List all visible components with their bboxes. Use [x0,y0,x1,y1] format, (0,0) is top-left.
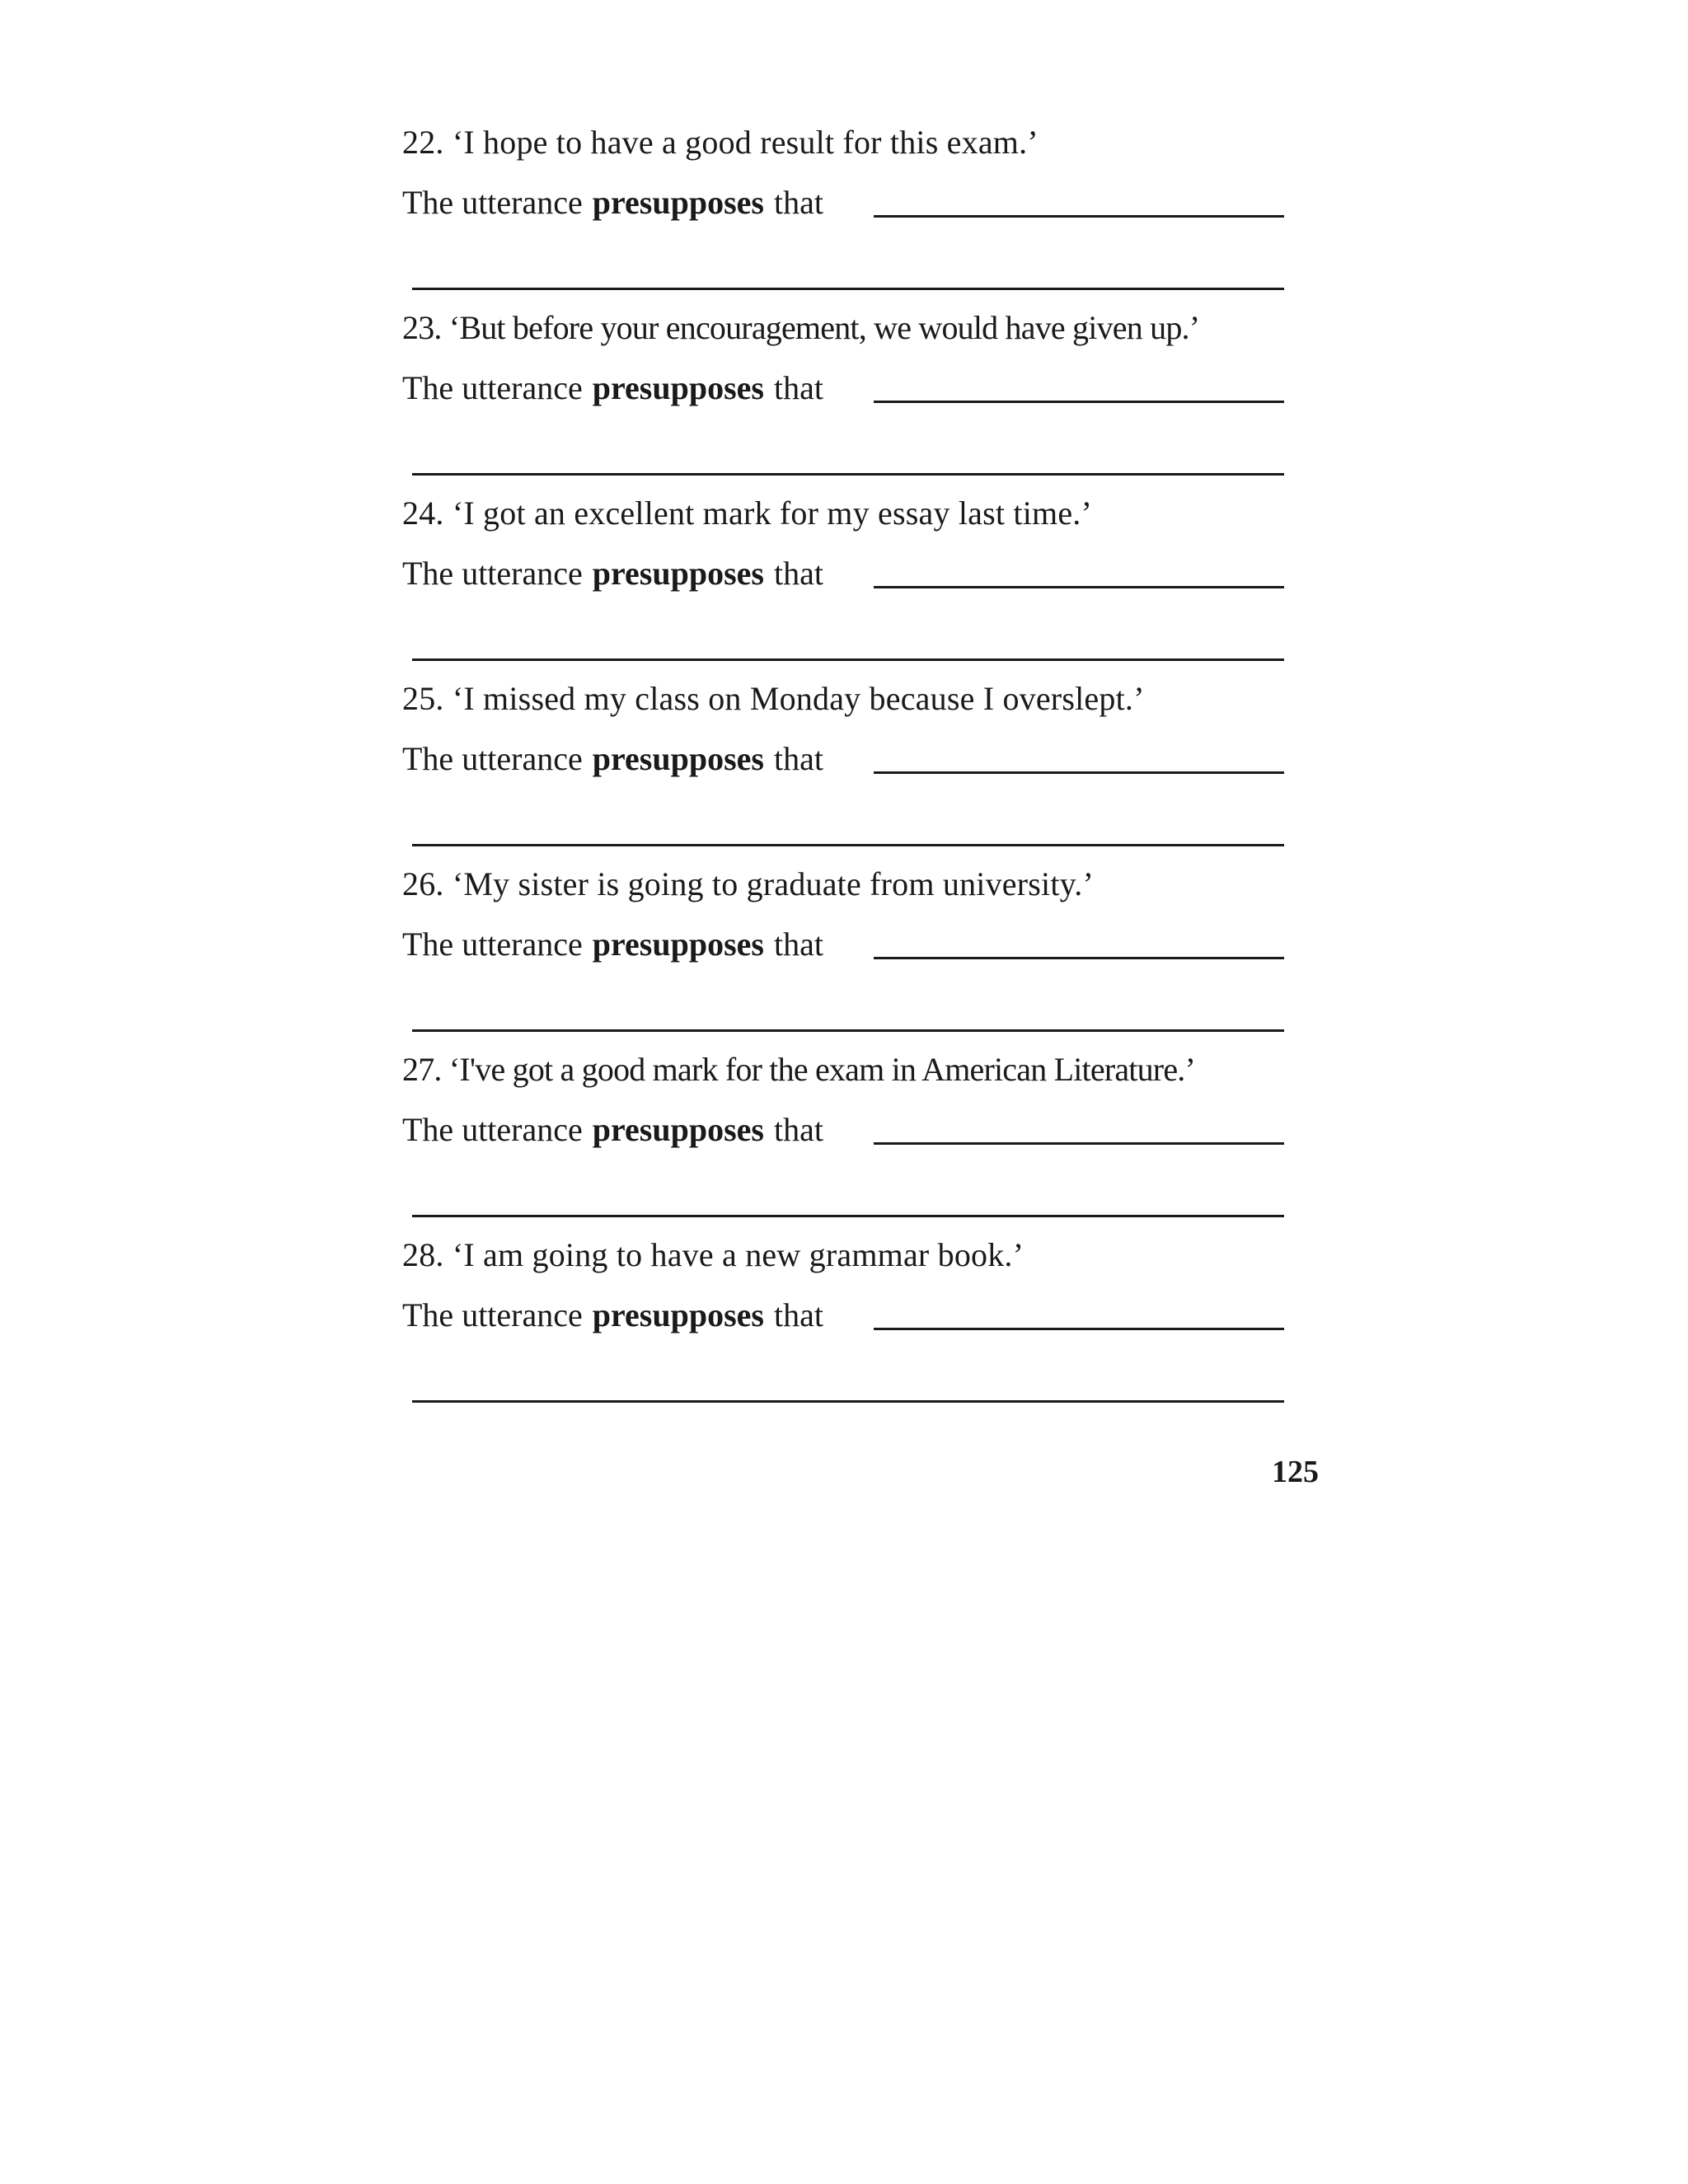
exercise-28 [402,1235,1284,1399]
exercise-27 [402,1049,1284,1214]
answer-sentence [402,368,823,409]
exercise-quote: ‘My sister is going to graduate from university.’ [452,865,1094,902]
exercise-prompt [402,864,1094,905]
answer-keyword: presupposes [592,1296,764,1333]
answer-lead: The utterance [402,1111,583,1148]
answer-keyword: presupposes [592,555,764,592]
answer-tail: that [773,369,823,406]
answer-blank-full[interactable] [412,1215,1284,1217]
exercise-24 [402,493,1284,658]
answer-tail: that [773,1296,823,1333]
exercise-quote: ‘I missed my class on Monday because I overslept.’ [452,680,1145,717]
answer-tail: that [773,184,823,221]
answer-blank-inline[interactable] [874,215,1284,218]
exercise-prompt [402,678,1145,719]
exercise-prompt [402,307,1199,349]
exercise-prompt [402,122,1039,163]
answer-sentence [402,924,823,965]
answer-sentence [402,553,823,594]
answer-blank-full[interactable] [412,288,1284,290]
answer-sentence [402,1109,823,1151]
exercise-number: 25. [402,680,444,717]
exercise-quote: ‘I hope to have a good result for this exam.’ [452,124,1039,161]
answer-keyword: presupposes [592,369,764,406]
answer-blank-full[interactable] [412,473,1284,476]
answer-tail: that [773,926,823,963]
answer-blank-inline[interactable] [874,957,1284,959]
answer-sentence [402,738,823,780]
exercise-number: 26. [402,865,444,902]
exercise-quote: ‘I am going to have a new grammar book.’ [452,1236,1025,1273]
exercise-25 [402,678,1284,843]
answer-blank-inline[interactable] [874,1142,1284,1145]
exercise-number: 23. [402,309,442,346]
answer-keyword: presupposes [592,740,764,777]
answer-lead: The utterance [402,926,583,963]
answer-keyword: presupposes [592,184,764,221]
answer-blank-inline[interactable] [874,1328,1284,1330]
exercise-number: 24. [402,494,444,532]
answer-tail: that [773,1111,823,1148]
exercise-quote: ‘But before your encouragement, we would have given up.’ [448,309,1200,346]
exercise-22 [402,122,1284,287]
answer-tail: that [773,555,823,592]
answer-keyword: presupposes [592,926,764,963]
answer-blank-full[interactable] [412,658,1284,661]
answer-lead: The utterance [402,184,583,221]
answer-blank-full[interactable] [412,1400,1284,1403]
exercise-prompt [402,1049,1195,1090]
page-number: 125 [1272,1455,1319,1489]
exercise-prompt [402,493,1092,534]
exercise-number: 27. [402,1051,442,1088]
answer-lead: The utterance [402,1296,583,1333]
exercise-26 [402,864,1284,1029]
answer-sentence [402,182,823,223]
answer-blank-inline[interactable] [874,771,1284,774]
answer-blank-inline[interactable] [874,401,1284,403]
answer-lead: The utterance [402,555,583,592]
exercise-number: 22. [402,124,444,161]
exercise-23 [402,307,1284,472]
answer-blank-full[interactable] [412,1029,1284,1032]
exercise-quote: ‘I got an excellent mark for my essay last time.’ [452,494,1093,532]
answer-blank-inline[interactable] [874,586,1284,588]
exercise-quote: ‘I've got a good mark for the exam in American Literature.’ [448,1051,1195,1088]
exercise-number: 28. [402,1236,444,1273]
answer-sentence [402,1295,823,1336]
exercise-prompt [402,1235,1024,1276]
answer-blank-full[interactable] [412,844,1284,846]
answer-lead: The utterance [402,369,583,406]
answer-lead: The utterance [402,740,583,777]
answer-tail: that [773,740,823,777]
answer-keyword: presupposes [592,1111,764,1148]
